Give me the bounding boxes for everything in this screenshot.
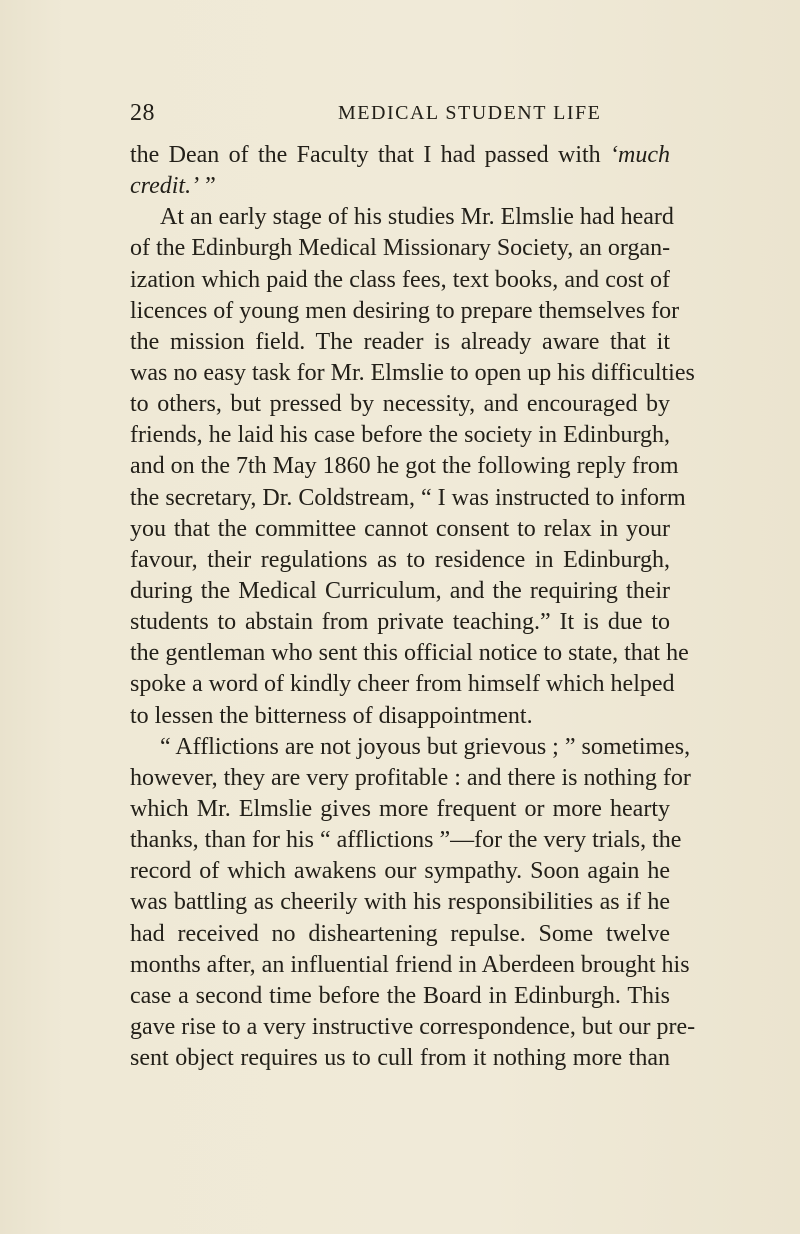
- line-italic-text: ‘much: [610, 142, 670, 168]
- text-line: [130, 202, 674, 233]
- line-text: thanks, than for his “ afflictions ”—for the very trials, the: [130, 827, 682, 854]
- line-text: was battling as cheerily with his responsibilities as if he: [130, 889, 670, 916]
- line-text: which Mr. Elmslie gives more frequent or more hearty: [130, 795, 670, 822]
- line-text: was no easy task for Mr. Elmslie to open up his difficulties: [130, 359, 695, 386]
- text-line: [130, 545, 670, 576]
- running-head: MEDICAL STUDENT LIFE: [338, 102, 602, 124]
- page-header: [130, 100, 670, 130]
- line-text: “ Afflictions are not joyous but grievous ; ” sometimes,: [160, 733, 691, 760]
- line-text: the secretary, Dr. Coldstream, “ I was instructed to inform: [130, 484, 686, 511]
- line-text: the gentleman who sent this official notice to state, that he: [130, 640, 689, 667]
- line-text: gave rise to a very instructive correspondence, but our pre-: [130, 1013, 696, 1040]
- line-text: the Dean of the Faculty that I had passed with: [130, 142, 611, 168]
- text-line: [130, 669, 675, 700]
- text-line: [130, 607, 670, 638]
- line-text: and on the 7th May 1860 he got the following reply from: [130, 453, 679, 480]
- text-line: [130, 576, 670, 607]
- line-text: spoke a word of kindly cheer from himself which helped: [130, 671, 675, 698]
- line-text: you that the committee cannot consent to relax in your: [130, 515, 670, 542]
- text-line: [130, 483, 686, 514]
- line-text: sent object requires us to cull from it nothing more than: [130, 1045, 670, 1072]
- text-line: [130, 856, 670, 887]
- text-line: [130, 420, 670, 451]
- line-text: to lessen the bitterness of disappointment.: [130, 702, 533, 729]
- line-text: however, they are very profitable : and there is nothing for: [130, 764, 691, 791]
- line-text: of the Edinburgh Medical Missionary Society, an organ-: [130, 235, 671, 262]
- text-line: [130, 763, 691, 794]
- text-line: [130, 825, 682, 856]
- text-line: [130, 638, 689, 669]
- text-line: [130, 1012, 696, 1043]
- line-text: to others, but pressed by necessity, and encouraged by: [130, 391, 670, 418]
- text-line: [130, 1043, 670, 1074]
- text-line: [130, 887, 670, 918]
- text-line: [130, 233, 670, 264]
- text-line: [130, 919, 670, 950]
- text-line: [130, 327, 670, 358]
- page-number: 28: [130, 100, 155, 126]
- text-line: [130, 265, 670, 296]
- line-italic-text: credit.’: [130, 173, 200, 200]
- line-text: students to abstain from private teaching.” It is due to: [130, 609, 670, 636]
- line-text: favour, their regulations as to residence in Edinburgh,: [130, 546, 670, 573]
- text-line: [130, 140, 670, 171]
- text-line: [130, 171, 670, 202]
- text-line: [130, 296, 680, 327]
- line-text: At an early stage of his studies Mr. Elmslie had heard: [160, 204, 674, 231]
- text-line: [130, 732, 691, 763]
- text-line: [130, 389, 670, 420]
- text-line: [130, 794, 670, 825]
- line-text: months after, an influential friend in Aberdeen brought his: [130, 951, 690, 978]
- text-line: [130, 950, 690, 981]
- body-text: [130, 140, 696, 1074]
- line-text: friends, he laid his case before the society in Edinburgh,: [130, 422, 670, 449]
- line-text: during the Medical Curriculum, and the requiring their: [130, 577, 670, 604]
- text-line: [130, 701, 670, 732]
- text-line: [130, 514, 670, 545]
- line-text: the mission field. The reader is already aware that it: [130, 328, 670, 355]
- line-text: case a second time before the Board in Edinburgh. This: [130, 982, 670, 1009]
- line-text: record of which awakens our sympathy. Soon again he: [130, 858, 670, 885]
- text-line: [130, 451, 679, 482]
- line-after-text: ”: [199, 173, 216, 200]
- line-text: ization which paid the class fees, text books, and cost of: [130, 266, 670, 293]
- text-line: [130, 358, 695, 389]
- text-line: [130, 981, 670, 1012]
- line-text: licences of young men desiring to prepare themselves for: [130, 297, 680, 324]
- line-text: had received no disheartening repulse. Some twelve: [130, 920, 670, 947]
